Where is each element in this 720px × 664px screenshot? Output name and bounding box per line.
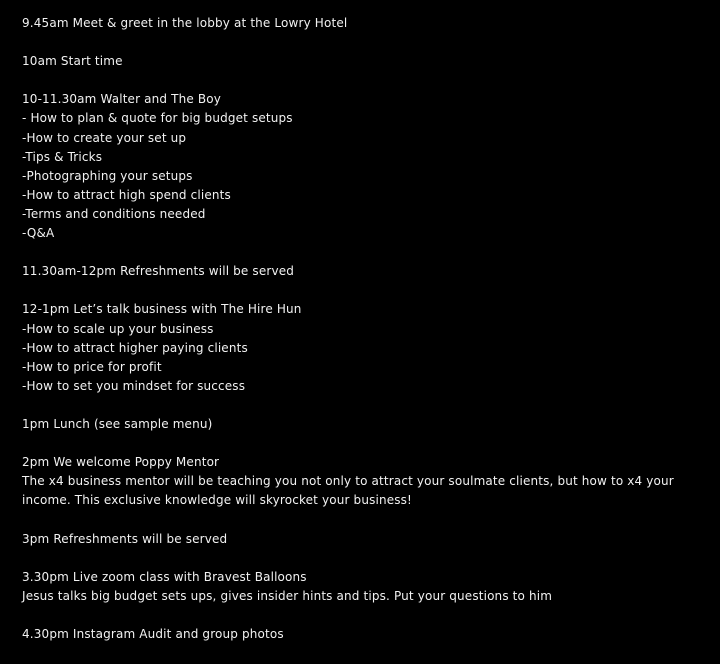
spacer — [22, 33, 702, 52]
session4-title: 3.30pm Live zoom class with Bravest Balloons — [22, 569, 307, 584]
schedule-lunch: 1pm Lunch (see sample menu) — [22, 416, 213, 431]
spacer — [22, 71, 702, 90]
session2-item: -How to price for profit — [22, 359, 162, 374]
session1-item: -How to attract high spend clients — [22, 187, 231, 202]
schedule-refreshments-2: 3pm Refreshments will be served — [22, 531, 228, 546]
session1-title: 10-11.30am Walter and The Boy — [22, 92, 221, 107]
session1-item: -Terms and conditions needed — [22, 206, 206, 221]
session2-item: -How to set you mindset for success — [22, 378, 246, 393]
session2-item: -How to scale up your business — [22, 321, 214, 336]
spacer — [22, 549, 702, 568]
session2-item: -How to attract higher paying clients — [22, 340, 248, 355]
spacer — [22, 434, 702, 453]
schedule-refreshments-1: 11.30am-12pm Refreshments will be served — [22, 264, 294, 279]
spacer — [22, 243, 702, 262]
session3-title: 2pm We welcome Poppy Mentor — [22, 455, 220, 470]
session1-item: -Tips & Tricks — [22, 149, 103, 164]
session1-item: - How to plan & quote for big budget setups — [22, 111, 293, 126]
session2-title: 12-1pm Let’s talk business with The Hire Hun — [22, 302, 302, 317]
session3-description: income. This exclusive knowledge will skyrocket your business! — [22, 493, 413, 508]
session4-description: Jesus talks big budget sets ups, gives insider hints and tips. Put your questions to him — [22, 588, 553, 603]
schedule-lobby: 9.45am Meet & greet in the lobby at the Lowry Hotel — [22, 16, 348, 30]
spacer — [22, 510, 702, 529]
schedule-document — [22, 14, 702, 644]
session1-item: -How to create your set up — [22, 130, 187, 145]
session3-description: The x4 business mentor will be teaching you not only to attract your soulmate clients, but how to x4 your — [22, 474, 674, 489]
spacer — [22, 396, 702, 415]
schedule-start: 10am Start time — [22, 54, 123, 69]
session1-item: -Photographing your setups — [22, 168, 193, 183]
spacer — [22, 281, 702, 300]
spacer — [22, 606, 702, 625]
schedule-audit: 4.30pm Instagram Audit and group photos — [22, 627, 284, 641]
session1-item: -Q&A — [22, 226, 55, 241]
